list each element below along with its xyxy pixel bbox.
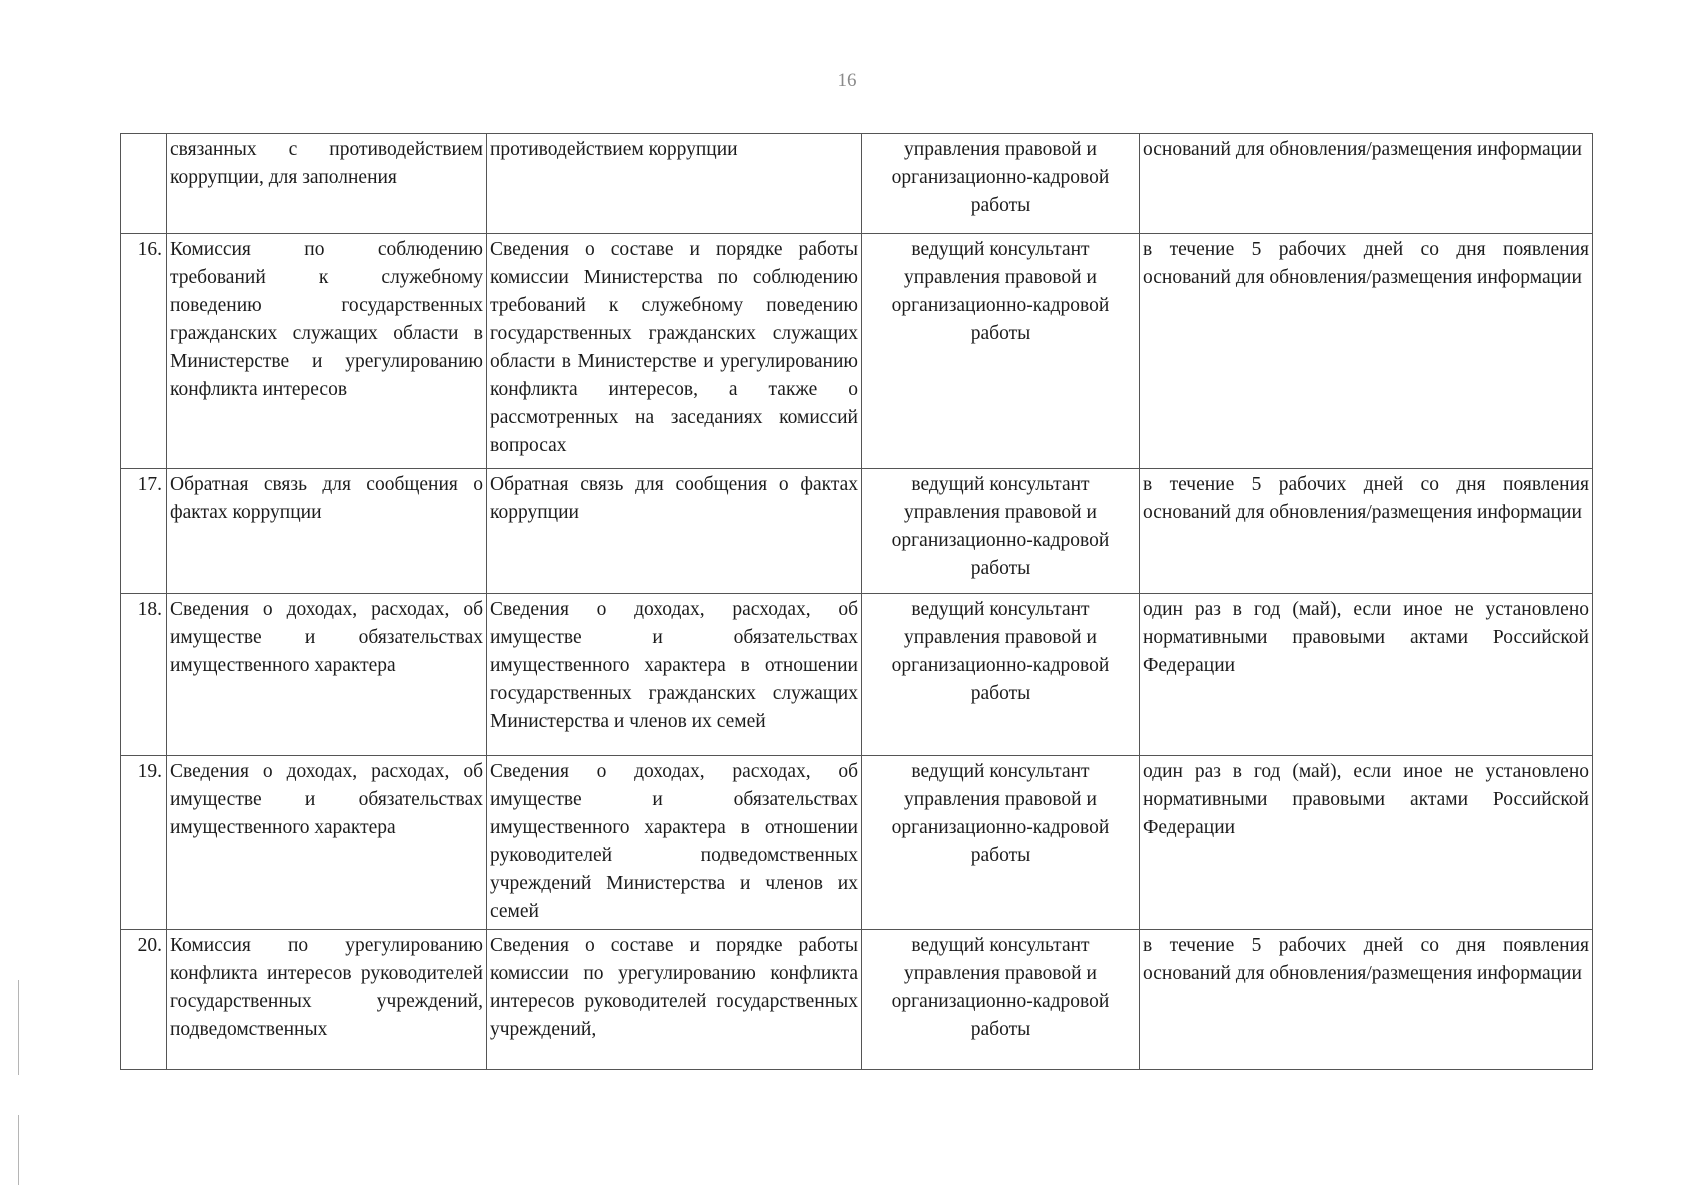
section-name: Обратная связь для сообщения о фактах коррупции — [167, 469, 487, 594]
section-content: Сведения о составе и порядке работы комиссии Министерства по соблюдению требований к служебному поведению государственных гражданских служащих области в Министерстве и урегулированию конфликта интересов, а также о рассмотренных на заседаниях комиссий вопросах — [487, 234, 862, 469]
responsible-person: ведущий консультант управления правовой и организационно-кадровой работы — [862, 234, 1140, 469]
page-number: 16 — [837, 70, 857, 91]
update-deadline: один раз в год (май), если иное не установлено нормативными правовыми актами Российской Федерации — [1140, 756, 1593, 930]
table-row — [121, 469, 1593, 594]
row-number: 16. — [121, 234, 167, 469]
section-name: Сведения о доходах, расходах, об имуществе и обязательствах имущественного характера — [167, 594, 487, 756]
responsible-person: ведущий консультант управления правовой и организационно-кадровой работы — [862, 469, 1140, 594]
update-deadline: один раз в год (май), если иное не установлено нормативными правовыми актами Российской Федерации — [1140, 594, 1593, 756]
scan-margin-line — [18, 980, 19, 1075]
table-row — [121, 756, 1593, 930]
measures-table — [120, 133, 1593, 1070]
table-row — [121, 594, 1593, 756]
section-name: Комиссия по урегулированию конфликта интересов руководителей государственных учреждений, подведомственных — [167, 930, 487, 1070]
responsible-person: ведущий консультант управления правовой и организационно-кадровой работы — [862, 930, 1140, 1070]
scan-margin-line — [18, 1115, 19, 1185]
section-name: Комиссия по соблюдению требований к служебному поведению государственных гражданских служащих области в Министерстве и урегулированию конфликта интересов — [167, 234, 487, 469]
section-content: Сведения о доходах, расходах, об имуществе и обязательствах имущественного характера в отношении государственных гражданских служащих Министерства и членов их семей — [487, 594, 862, 756]
row-number: 17. — [121, 469, 167, 594]
responsible-person: ведущий консультант управления правовой и организационно-кадровой работы — [862, 594, 1140, 756]
section-content: Сведения о доходах, расходах, об имуществе и обязательствах имущественного характера в отношении руководителей подведомственных учреждений Министерства и членов их семей — [487, 756, 862, 930]
table-row — [121, 134, 1593, 234]
section-content: Обратная связь для сообщения о фактах коррупции — [487, 469, 862, 594]
table-row — [121, 234, 1593, 469]
section-content: Сведения о составе и порядке работы комиссии по урегулированию конфликта интересов руководителей государственных учреждений, — [487, 930, 862, 1070]
responsible-person: управления правовой и организационно-кадровой работы — [862, 134, 1140, 234]
row-number: 20. — [121, 930, 167, 1070]
update-deadline: в течение 5 рабочих дней со дня появления оснований для обновления/размещения информации — [1140, 469, 1593, 594]
row-number: 18. — [121, 594, 167, 756]
table-row — [121, 930, 1593, 1070]
responsible-person: ведущий консультант управления правовой и организационно-кадровой работы — [862, 756, 1140, 930]
section-name: Сведения о доходах, расходах, об имуществе и обязательствах имущественного характера — [167, 756, 487, 930]
update-deadline: в течение 5 рабочих дней со дня появления оснований для обновления/размещения информации — [1140, 234, 1593, 469]
row-number: 19. — [121, 756, 167, 930]
section-name: связанных с противодействием коррупции, для заполнения — [167, 134, 487, 234]
section-content: противодействием коррупции — [487, 134, 862, 234]
update-deadline: в течение 5 рабочих дней со дня появления оснований для обновления/размещения информации — [1140, 930, 1593, 1070]
row-number — [121, 134, 167, 234]
update-deadline: оснований для обновления/размещения информации — [1140, 134, 1593, 234]
